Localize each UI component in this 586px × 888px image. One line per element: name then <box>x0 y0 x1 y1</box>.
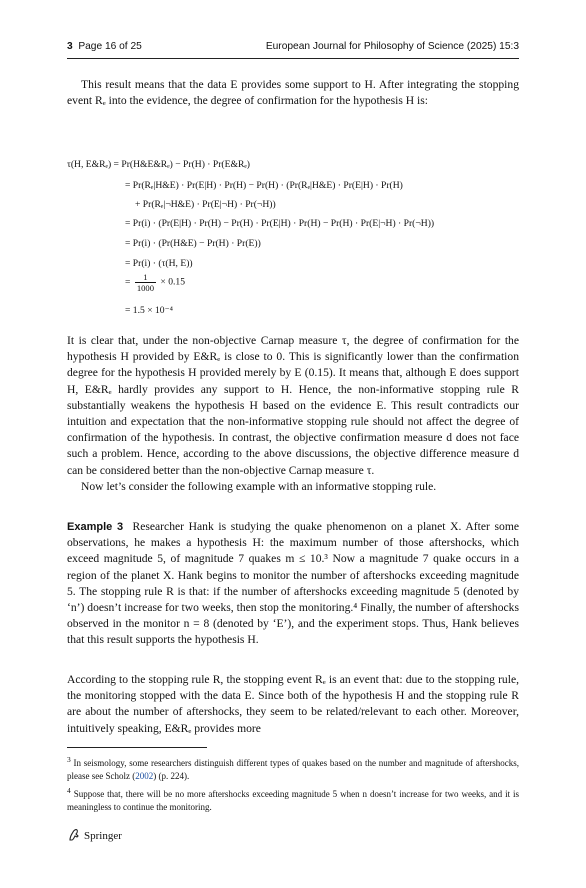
publisher-footer <box>67 828 122 844</box>
page-number: 3 <box>67 41 73 52</box>
footnote-3 <box>67 754 519 782</box>
footnote-rule <box>67 747 207 748</box>
page-label: Page 16 of 25 <box>78 41 142 52</box>
equation-line-2: = Pr(Rₑ|H&E) · Pr(E|H) · Pr(H) − Pr(H) · (Pr(Rₑ|H&E) · Pr(E|H) · Pr(H) <box>125 180 403 191</box>
footnote-4-mark: 4 <box>67 786 71 796</box>
footnote-4 <box>67 785 519 813</box>
publisher-name: Springer <box>84 830 122 843</box>
equation-line-1: τ(H, E&Rₑ) = Pr(H&E&Rₑ) − Pr(H) · Pr(E&Rₑ) <box>67 159 250 170</box>
stopping-rule-paragraph <box>67 672 519 737</box>
equation-line-8: = 1.5 × 10⁻⁴ <box>125 305 174 316</box>
intro-text: This result means that the data E provides some support to H. After integrating the stopping event Rₑ into the evidence, the degree of confirmation for the hypothesis H is: <box>67 78 519 108</box>
equation-line-3: + Pr(Rₑ|¬H&E) · Pr(E|¬H) · Pr(¬H)) <box>135 199 276 210</box>
header-rule <box>67 58 519 59</box>
footnote-4-text: Suppose that, there will be no more aftershocks exceeding magnitude 5 when n doesn’t increase for two weeks, and it is meaningless to continue the monitoring. <box>67 789 520 812</box>
footnote-3-text-b: ) (p. 224). <box>153 770 190 781</box>
page-indicator <box>67 41 142 52</box>
discussion-text: It is clear that, under the non-objective Carnap measure τ, the degree of confirmation for the hypothesis H provided by E&Rₑ is close to 0. This is significantly lower than the confirmation degree for the hypothesis H provided merely by E (0.15). It means that, although E does support H, E&Rₑ hardly provides any support to H. Hence, the non-informative stopping rule R substantially weakens the hypothesis H based on the evidence E. This result contradicts our intuition and expectation that the non-informative stopping rule should not affect the degree of confirmation of the hypothesis. In contrast, the objective confirmation measure d does not face such a problem. Hence, according to the above discussions, the objective difference measure d can be considered better than the non-objective Carnap measure τ. <box>67 334 519 477</box>
transition-text: Now let’s consider the following example with an informative stopping rule. <box>81 479 437 493</box>
journal-citation: European Journal for Philosophy of Science (2025) 15:3 <box>265 41 519 52</box>
fraction-numerator: 1 <box>135 272 156 283</box>
intro-paragraph <box>67 77 519 109</box>
footnote-3-citation-link[interactable]: 2002 <box>135 770 154 781</box>
example-label: Example 3 <box>67 521 124 533</box>
footnote-3-text-a: In seismology, some researchers distinguish different types of quakes based on the number and magnitude of aftershocks, please see Scholz ( <box>67 758 520 781</box>
springer-horse-icon <box>67 828 81 845</box>
fraction <box>135 272 156 293</box>
discussion-paragraph <box>67 333 519 495</box>
equation-line-4: = Pr(i) · (Pr(E|H) · Pr(H) − Pr(H) · Pr(E|H) · Pr(H) − Pr(H) · Pr(E|¬H) · Pr(¬H)) <box>125 218 435 229</box>
footnotes <box>67 754 519 816</box>
equation-line-7-rest: × 0.15 <box>160 276 186 288</box>
equation-line-6: = Pr(i) · (τ(H, E)) <box>125 258 193 269</box>
equation-line-5: = Pr(i) · (Pr(H&E) − Pr(H) · Pr(E)) <box>125 238 261 249</box>
running-header <box>67 41 519 57</box>
footnote-3-mark: 3 <box>67 755 71 764</box>
fraction-denominator: 1000 <box>136 283 155 293</box>
example-text: Researcher Hank is studying the quake phenomenon on a planet X. After some observations, he makes a hypothesis H: the maximum number of those aftershocks, which exceed magnitude 5, of magnitude 7 quakes m ≤ 10.³ Now a magnitude 7 quake occurs in a region of the planet X. Hank begins to monitor the number of aftershocks exceeding magnitude 5. The stopping rule R is that: if the number of aftershocks exceeding magnitude 5 (denoted by ‘n’) doesn’t increase for two weeks, then stop the monitoring.⁴ Finally, the number of aftershocks observed in the monitor n = 8 (denoted by ‘E’), and the experiment stops. Thus, Hank believes that this result supports the hypothesis H. <box>67 520 519 647</box>
equation-line-7: = $\frac{1}{1000}$ × 0.15 <box>125 272 186 293</box>
example-3 <box>67 519 519 649</box>
stopping-rule-text: According to the stopping rule R, the stopping event Rₑ is an event that: due to the stopping rule, the monitoring stopped with the data E. Since both of the hypothesis H and the stopping rule R are about the number of aftershocks, they seem to be related/relevant to each other. Moreover, intuitively speaking, E&Rₑ provides more <box>67 673 519 735</box>
